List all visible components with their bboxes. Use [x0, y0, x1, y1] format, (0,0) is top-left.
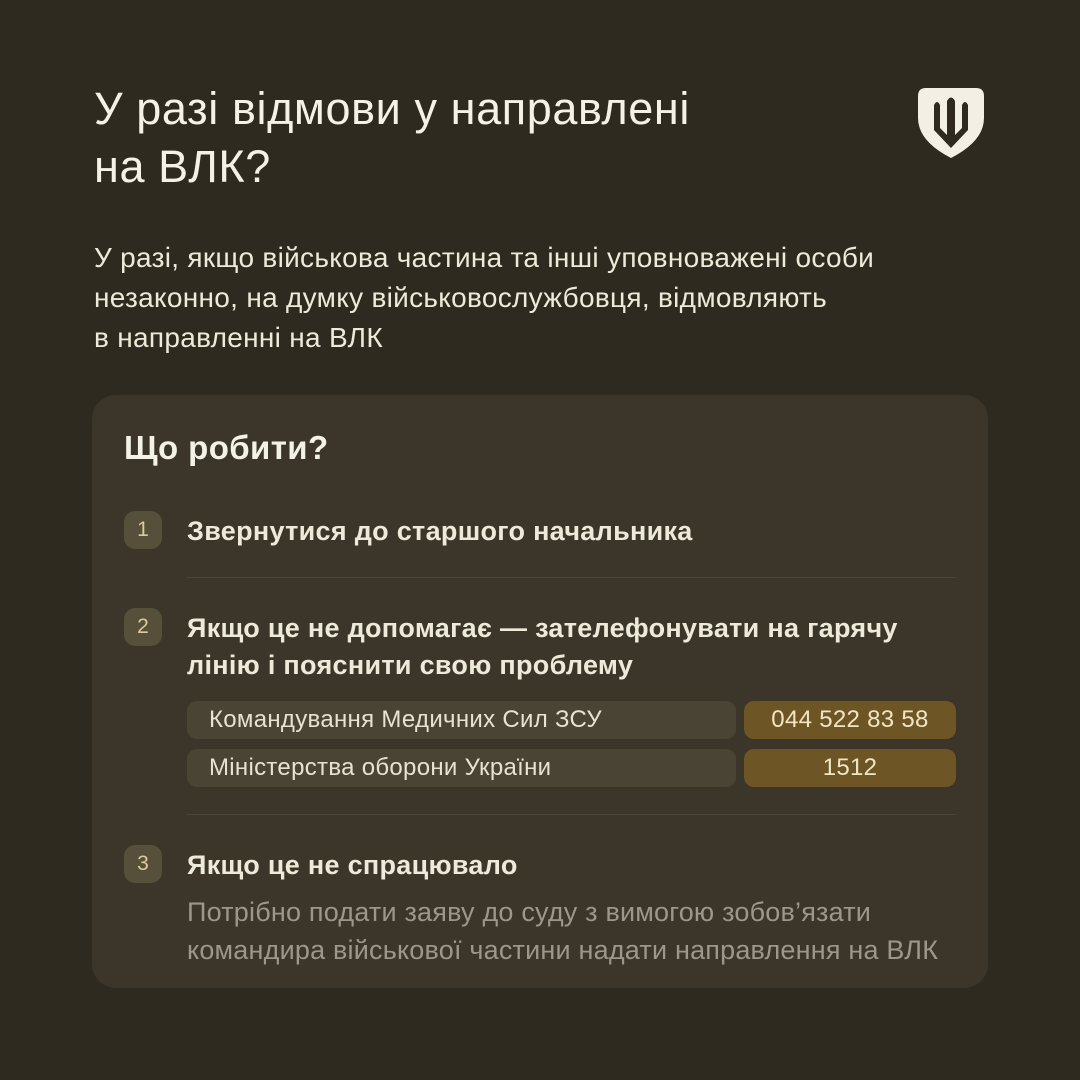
card-heading: Що робити? [124, 429, 329, 466]
page-title: У разі відмови у направлені на ВЛК? [94, 83, 690, 192]
step-3-description: Потрібно подати заяву до суду з вимогою зобов’язати командира військової частини надати направлення на ВЛК [187, 897, 939, 965]
step-1-number-badge: 1 [124, 511, 162, 549]
hotline-phone-number: 1512 [744, 749, 956, 787]
hotline-row-ministry-defense [187, 749, 956, 787]
hotline-row-medical-forces [187, 701, 956, 739]
hotlines-list [187, 701, 956, 787]
hotline-label: Міністерства оборони України [187, 749, 736, 787]
step-3-title: Якщо це не спрацювало [187, 850, 518, 880]
step-2-body [187, 608, 956, 787]
step-1-body [187, 511, 956, 550]
divider [187, 814, 956, 815]
step-1 [124, 511, 956, 550]
hotline-phone-number: 044 522 83 58 [744, 701, 956, 739]
trident-shield-icon [914, 84, 988, 162]
page-subtitle: У разі, якщо військова частина та інші уповноважені особи незаконно, на думку військовослужбовця, відмовляють в направленні на ВЛК [94, 242, 875, 353]
step-3 [124, 845, 956, 969]
step-3-number-badge: 3 [124, 845, 162, 883]
step-2-number-badge: 2 [124, 608, 162, 646]
step-2-title: Якщо це не допомагає — зателефонувати на гарячу лінію і пояснити свою проблему [187, 613, 898, 680]
step-1-title: Звернутися до старшого начальника [187, 516, 693, 546]
step-3-body [187, 845, 956, 969]
step-2 [124, 608, 956, 787]
divider [187, 577, 956, 578]
what-to-do-card [92, 395, 988, 988]
header [0, 0, 1080, 196]
hotline-label: Командування Медичних Сил ЗСУ [187, 701, 736, 739]
